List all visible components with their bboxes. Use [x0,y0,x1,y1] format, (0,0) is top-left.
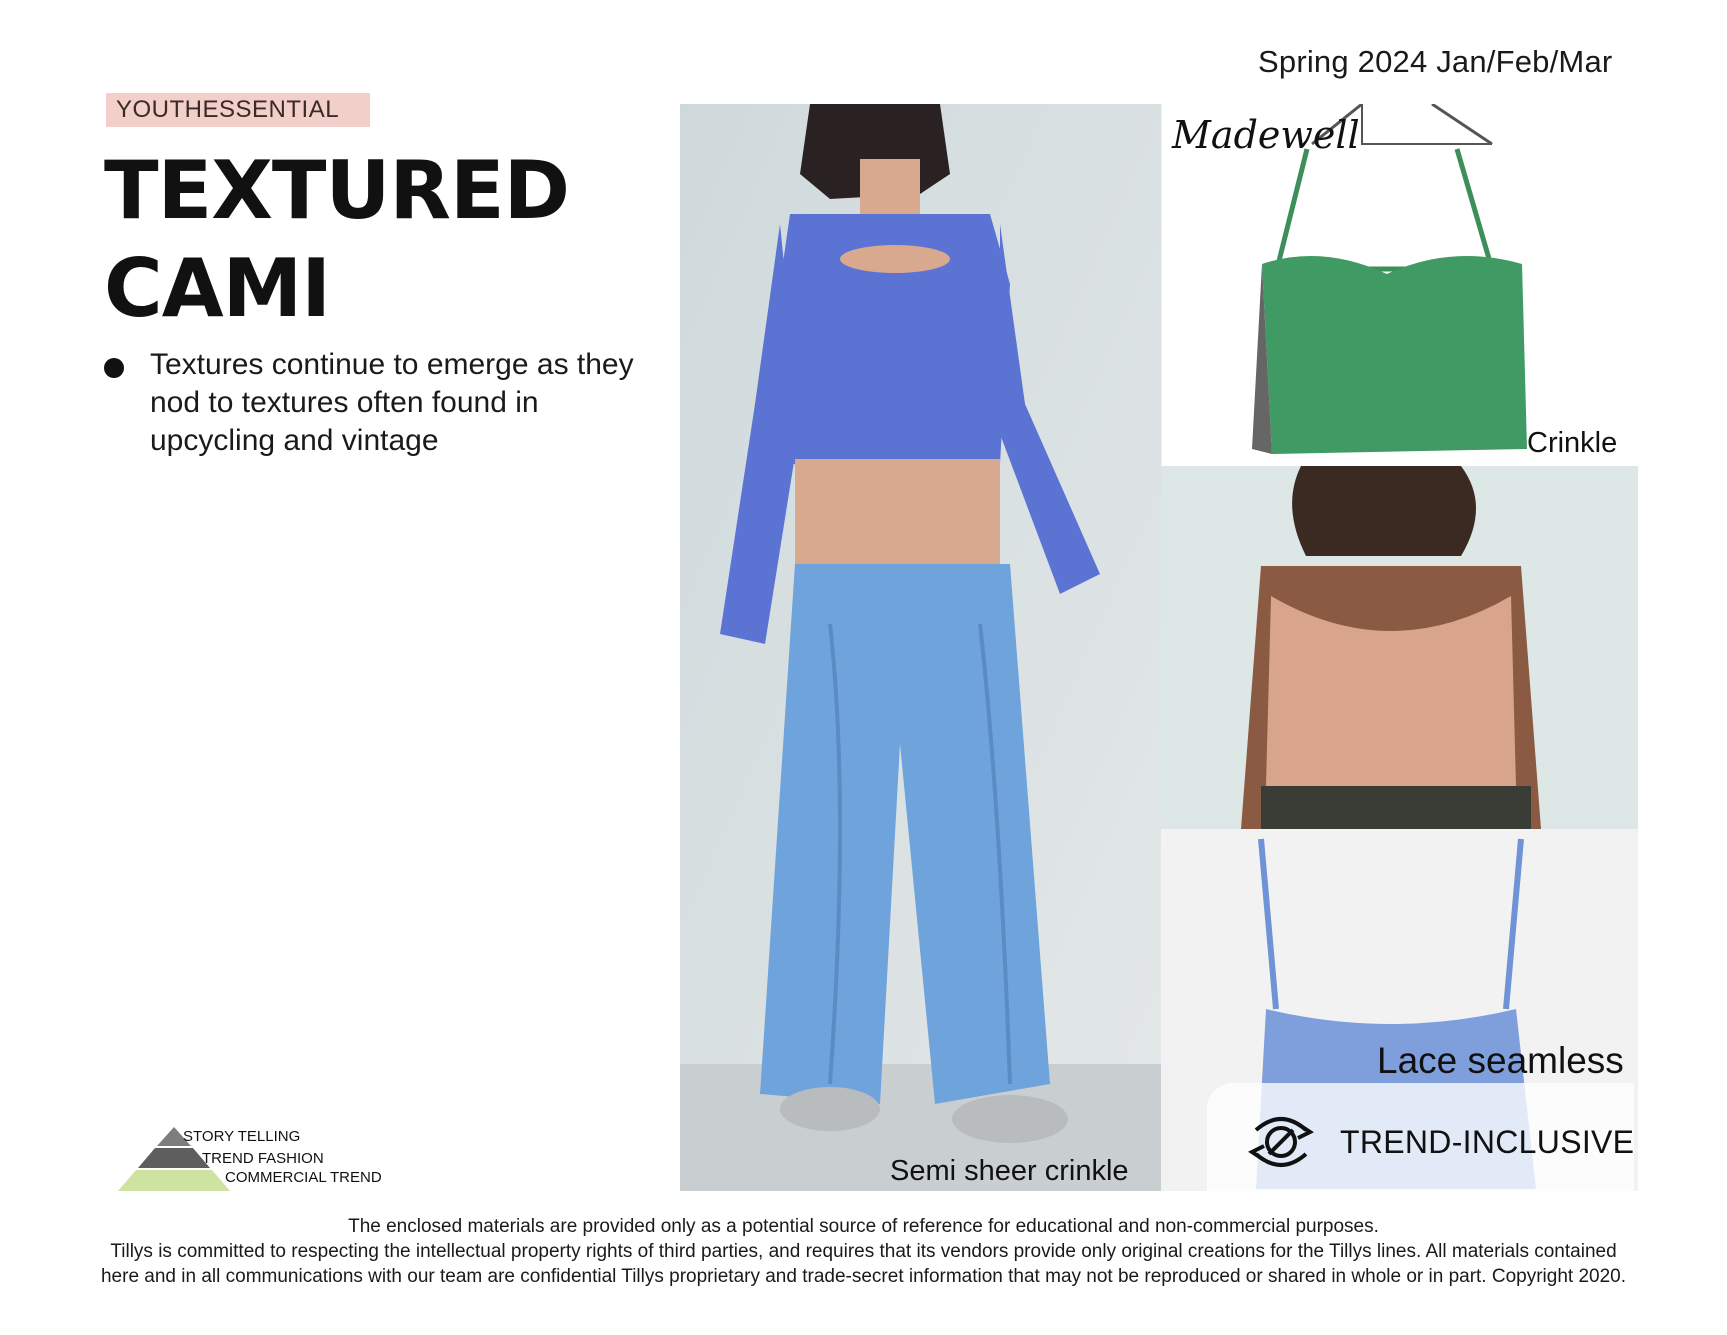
disclaimer [40,1214,1687,1289]
legend-trend-fashion: TREND FASHION [202,1150,324,1167]
title-line-2: CAMI [104,242,330,335]
trend-inclusive-icon [1236,1110,1326,1174]
crinkle-cami-image [1161,104,1639,466]
green-cami-illustration [1162,104,1639,466]
peach-cami-image [1161,466,1638,829]
caption-crinkle: Crinkle [1527,427,1618,459]
peach-cami-illustration [1161,466,1638,829]
brand-logo-madewell: Madewell [1172,113,1360,157]
disclaimer-line-3: here and in all communications with our team are confidential Tillys proprietary and trade-secret information that may not be reproduced or shared in whole or in part. Copyright 2020. [100,1266,1627,1287]
page-title [104,142,584,338]
caption-lace-seamless: Lace seamless [1377,1040,1624,1081]
legend-commercial-trend: COMMERCIAL TREND [225,1169,382,1186]
legend-story-telling: STORY TELLING [183,1128,301,1145]
main-model-image [680,104,1161,1191]
caption-semi-sheer: Semi sheer crinkle [890,1155,1129,1187]
category-tag: YOUTHESSENTIAL [106,93,370,127]
trend-inclusive-label: TREND-INCLUSIVE [1340,1124,1635,1160]
season-label: Spring 2024 Jan/Feb/Mar [1258,44,1613,79]
disclaimer-line-2: Tillys is committed to respecting the intellectual property rights of third parties, and requires that its vendors provide only original creations for the Tillys lines. All materials contained [110,1241,1617,1262]
bullet-item: Textures continue to emerge as they nod to textures often found in upcycling and vintage [104,346,664,460]
disclaimer-line-1: The enclosed materials are provided only as a potential source of reference for educational and non-commercial purposes. [348,1216,1379,1237]
model-illustration [680,104,1161,1191]
title-line-1: TEXTURED [104,144,570,237]
bullet-list [104,346,664,460]
